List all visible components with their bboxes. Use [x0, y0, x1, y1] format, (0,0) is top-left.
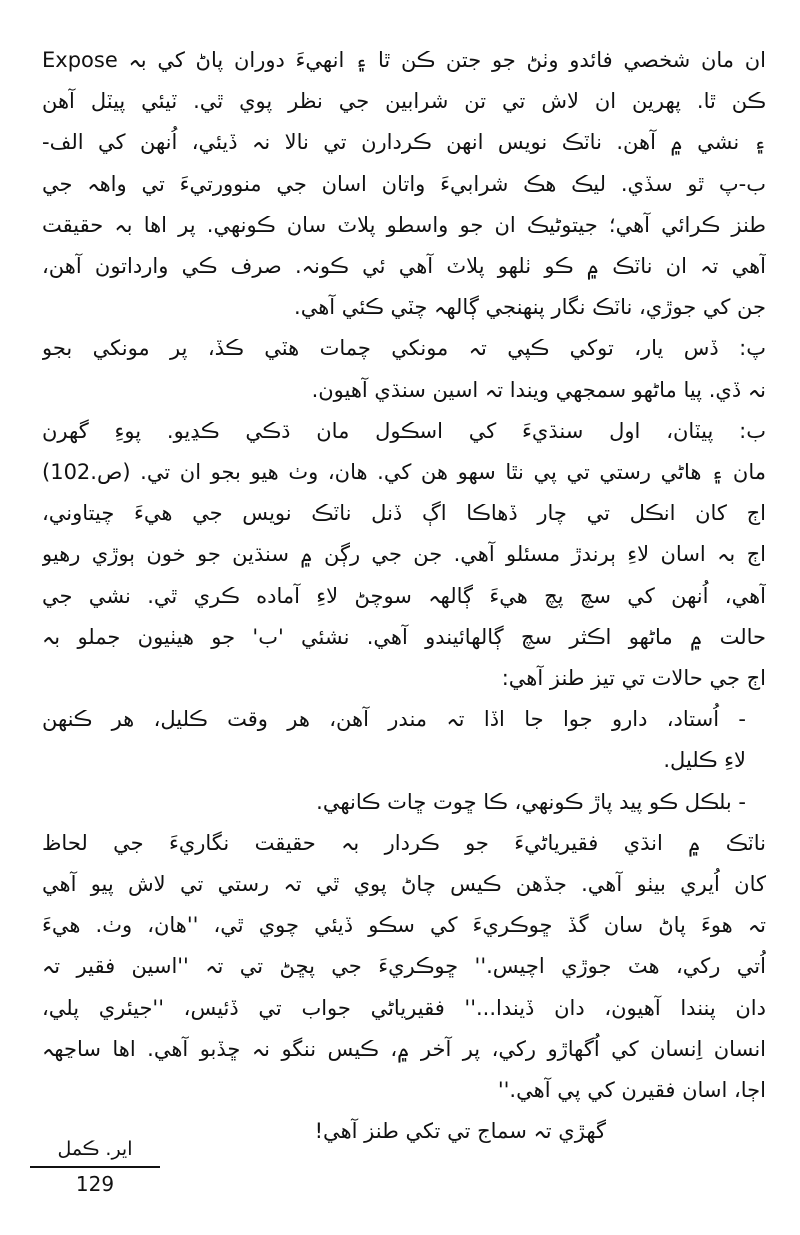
text-line: - بلڪل ڪو پيد پاڙ ڪونهي، ڪا ڇوت ڇات ڪانهي. — [316, 789, 746, 814]
text-line: ناٽڪ ۾ انڌي فقيرياڻيءَ جو ڪردار بہ حقيقت نگاريءَ جي لحاظ — [42, 830, 766, 855]
text-line: اڄا، اسان فقيرن کي پي آهي.'' — [497, 1078, 766, 1103]
text-line: مان ۽ هاڻي رستي تي پي نٿا سهو هن کي. هان، وٺ هيو بجو ان تي. (ص.102) — [42, 460, 766, 485]
text-line: ب: پيٽان، اول سنڌيءَ کي اسڪول مان ڌڪي ڪڍيو. پوءِ گهرن — [42, 418, 766, 443]
text-line: دان پنندا آهيون، دان ڏيندا...'' فقيرياڻي جواب تي ڏئيس، ''جيئري پلي، — [42, 995, 766, 1020]
text-line: ب-پ ٿو سڏي. ليڪ هڪ شرابيءَ واتان اسان جي منوورتيءَ تي واهہ جي — [42, 171, 766, 196]
text-line: - اُستاد، دارو جوا جا اڏا تہ مندر آهن، هر وقت ڪليل، هر ڪنهن — [42, 707, 746, 732]
text-line: انسان اِنسان کي اُگهاڙو رکي، پر آخر ۾، ڪيس ننگو نہ ڇڏبو آهي. اها ساڃهہ — [42, 1036, 766, 1061]
text-line: طنز ڪرائي آهي؛ جيتوڻيڪ ان جو واسطو پلاٽ سان ڪونهي. پر اها بہ حقيقت — [42, 212, 766, 237]
text-line: ۽ نشي ۾ آهن. ناٽڪ نويس انهن ڪردارن تي نالا نہ ڏيئي، اُنهن کي الف- — [42, 130, 766, 155]
body-text — [42, 40, 766, 1152]
text-line: نہ ڏي. پيا ماڻهو سمجهي ويندا تہ اسين سنڌي آهيون. — [311, 377, 766, 402]
text-line: اڄ کان انڪل تي چار ڏهاڪا اڳ ڏنل ناٽڪ نويس جي هيءَ چيتاوني، — [42, 501, 766, 526]
dialog-pe — [42, 328, 766, 410]
text-line: اُتي رکي، هٽ جوڙي اچيس.'' ڇوڪريءَ جي پڇڻ تي تہ ''اسين فقير تہ — [42, 954, 766, 979]
paragraph-beggar — [42, 823, 766, 1111]
quote-bullet-1 — [42, 699, 766, 781]
text-line: ڪن ٿا. پهرين ان لاش تي تن شرابين جي نظر پوي ٿي. ٽيئي پيٽل آهن — [42, 89, 766, 114]
quote-bullet-2 — [42, 782, 766, 823]
page-footer — [30, 1138, 160, 1196]
text-line: گهڙي تہ سماج تي تکي طنز آهي! — [314, 1119, 606, 1144]
dialog-be — [42, 411, 766, 699]
text-line: آهي تہ ان ناٽڪ ۾ ڪو ٺلهو پلاٽ آهي ئي ڪونہ. صرف ڪي وارداتون آهن، — [42, 254, 766, 279]
text-line: جن کي جوڙي، ناٽڪ نگار پنهنجي ڳالهہ چٽي ڪئي آهي. — [294, 295, 766, 320]
text-line: اڄ جي حالات تي تيز طنز آهي: — [501, 666, 766, 691]
text-line: حالت ۾ ماڻهو اڪثر سچ ڳالهائيندو آهي. نشئي 'ب' جو هيٺيون جملو بہ — [42, 624, 766, 649]
text-line: ان مان شخصي فائدو وٺڻ جو جتن ڪن ٿا ۽ انهيءَ دوران پاڻ کي بہ Expose — [42, 48, 766, 72]
page-number: 129 — [75, 1172, 115, 1196]
text-line: لاءِ ڪليل. — [663, 748, 746, 773]
text-line: پ: ڏس يار، توکي ڪپي تہ مونکي چمات هٽي ڪڏ، پر مونکي بجو — [42, 336, 766, 361]
text-line: آهي، اُنهن کي سچ پچ هيءَ ڳالهہ سوچڻ لاءِ آماده ڪري ٿي. نشي جي — [42, 583, 766, 608]
text-line: کان اُيري بيٺو آهي. جڏهن ڪيس چاڻ پوي ٿي تہ رستي تي لاش پيو آهي — [42, 872, 766, 897]
paragraph-1 — [42, 40, 766, 328]
footer-author: اير. ڪمل — [57, 1138, 133, 1160]
text-line: تہ هوءَ پاڻ سان گڏ ڇوڪريءَ کي سڪو ڏيئي چوي ٿي، ''هان، وٺ. هيءَ — [42, 913, 766, 938]
text-line: اڄ بہ اسان لاءِ ٻرندڙ مسئلو آهي. جن جي رڳن ۾ سنڌين جو خون ٻوڙي رهيو — [42, 542, 766, 567]
